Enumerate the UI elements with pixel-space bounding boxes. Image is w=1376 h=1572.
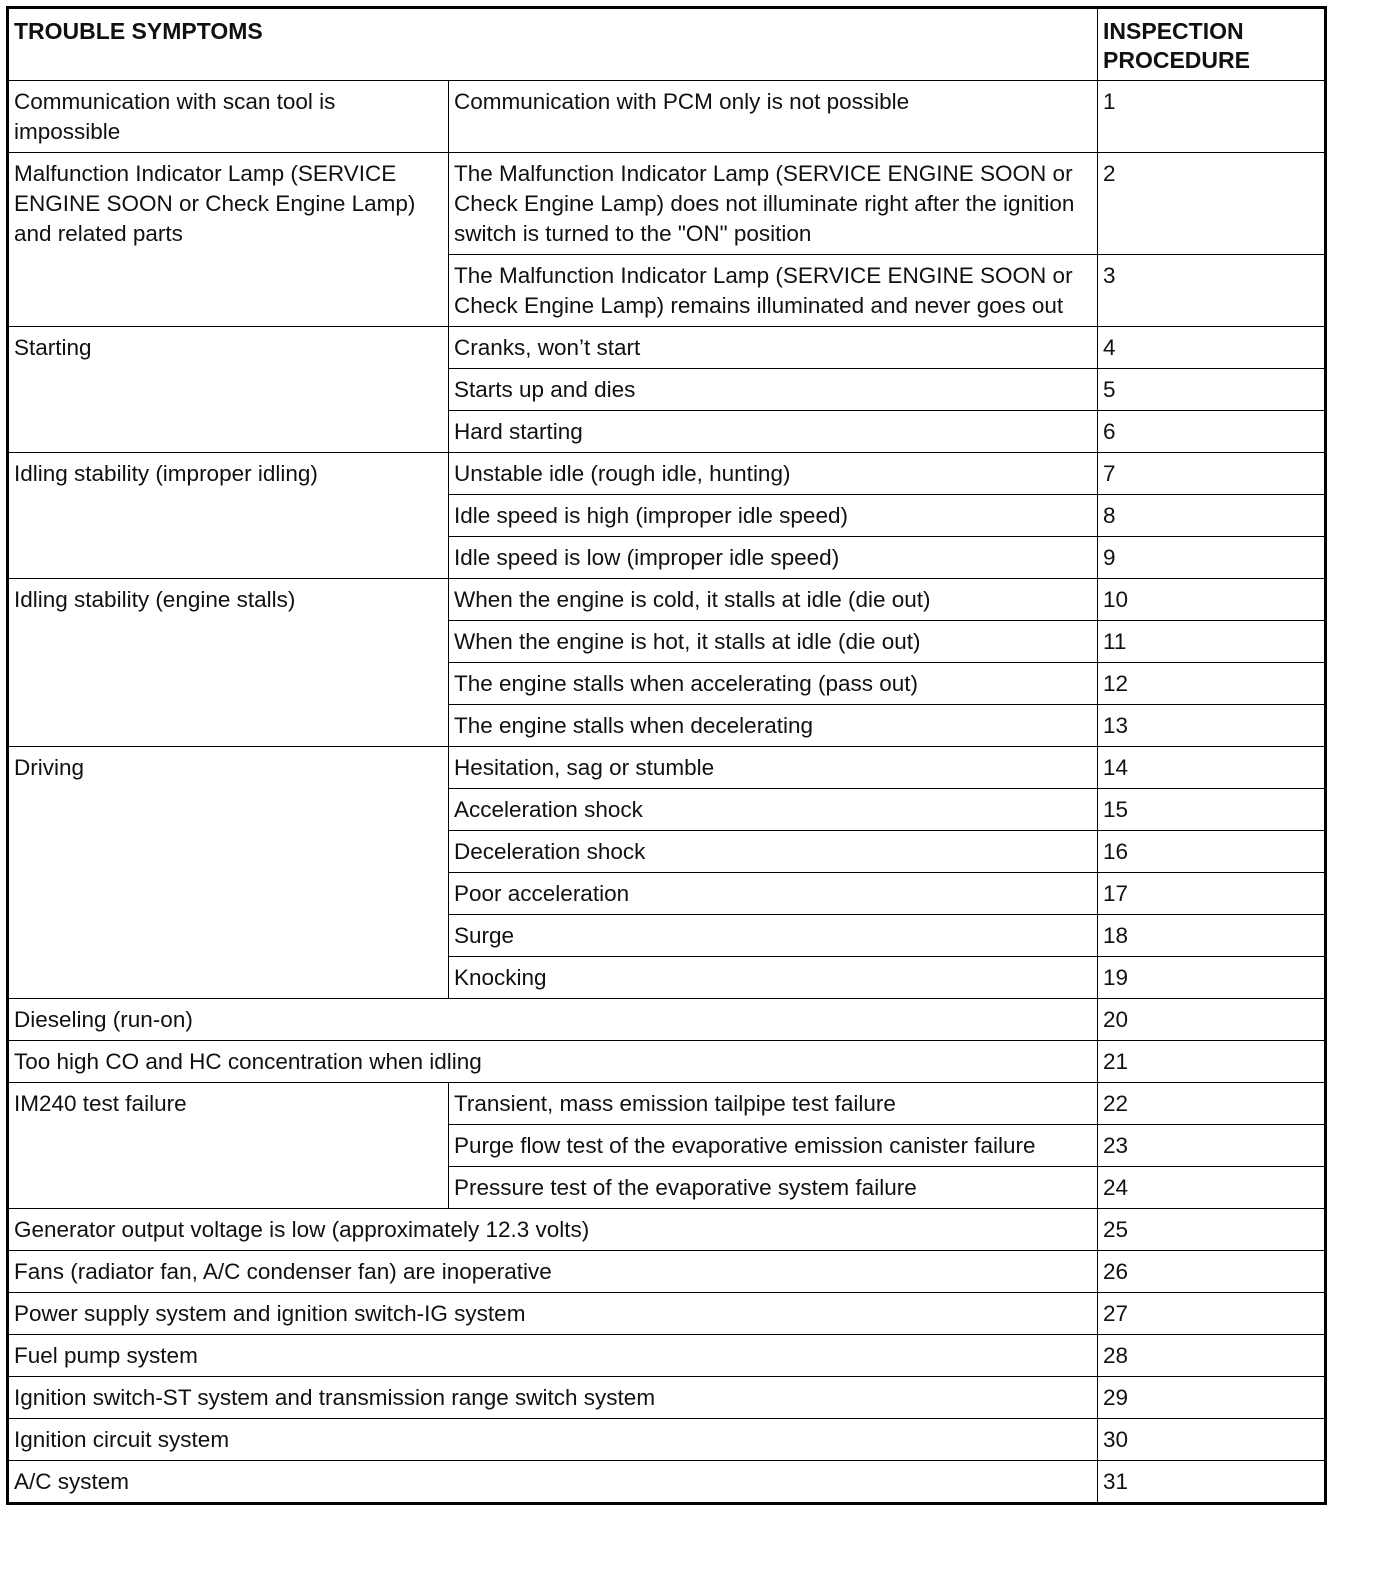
inspection-procedure-number: 31	[1098, 1461, 1326, 1504]
inspection-procedure-number: 29	[1098, 1377, 1326, 1419]
table-row	[8, 1251, 1326, 1293]
table-row	[8, 1041, 1326, 1083]
symptom-category-cell: Generator output voltage is low (approximately 12.3 volts)	[8, 1209, 1098, 1251]
table-row	[8, 81, 1326, 153]
symptom-detail-cell: Cranks, won’t start	[449, 327, 1098, 369]
table-row	[8, 1377, 1326, 1419]
symptom-detail-cell: Unstable idle (rough idle, hunting)	[449, 453, 1098, 495]
table-row	[8, 453, 1326, 495]
symptom-category-cell: Dieseling (run-on)	[8, 999, 1098, 1041]
symptom-category-cell: Communication with scan tool is impossible	[8, 81, 449, 153]
symptom-category-cell: Ignition switch-ST system and transmission range switch system	[8, 1377, 1098, 1419]
table-row	[8, 1293, 1326, 1335]
inspection-procedure-number: 16	[1098, 831, 1326, 873]
symptom-category-cell: IM240 test failure	[8, 1083, 449, 1209]
inspection-procedure-number: 1	[1098, 81, 1326, 153]
symptom-category-cell: Idling stability (engine stalls)	[8, 579, 449, 747]
symptom-detail-cell: Deceleration shock	[449, 831, 1098, 873]
inspection-procedure-number: 7	[1098, 453, 1326, 495]
symptom-detail-cell: Acceleration shock	[449, 789, 1098, 831]
table-row	[8, 327, 1326, 369]
symptom-category-cell: Idling stability (improper idling)	[8, 453, 449, 579]
inspection-procedure-number: 10	[1098, 579, 1326, 621]
symptom-detail-cell: Idle speed is low (improper idle speed)	[449, 537, 1098, 579]
inspection-procedure-header: INSPECTION PROCEDURE	[1098, 8, 1326, 81]
symptom-detail-cell: Pressure test of the evaporative system failure	[449, 1167, 1098, 1209]
symptom-category-cell: A/C system	[8, 1461, 1098, 1504]
symptom-category-cell: Fuel pump system	[8, 1335, 1098, 1377]
inspection-procedure-number: 12	[1098, 663, 1326, 705]
symptom-detail-cell: Starts up and dies	[449, 369, 1098, 411]
symptom-detail-cell: Communication with PCM only is not possible	[449, 81, 1098, 153]
table-row	[8, 1209, 1326, 1251]
inspection-procedure-number: 18	[1098, 915, 1326, 957]
symptom-detail-cell: Poor acceleration	[449, 873, 1098, 915]
inspection-procedure-number: 17	[1098, 873, 1326, 915]
table-row	[8, 153, 1326, 255]
inspection-procedure-number: 3	[1098, 255, 1326, 327]
table-body	[8, 81, 1326, 1504]
table-row	[8, 999, 1326, 1041]
symptom-detail-cell: When the engine is hot, it stalls at idle (die out)	[449, 621, 1098, 663]
inspection-procedure-number: 28	[1098, 1335, 1326, 1377]
inspection-procedure-number: 4	[1098, 327, 1326, 369]
trouble-symptom-chart	[6, 6, 1324, 1505]
table-row	[8, 579, 1326, 621]
inspection-procedure-number: 30	[1098, 1419, 1326, 1461]
inspection-procedure-number: 22	[1098, 1083, 1326, 1125]
table-row	[8, 747, 1326, 789]
symptom-category-cell: Malfunction Indicator Lamp (SERVICE ENGINE SOON or Check Engine Lamp) and related parts	[8, 153, 449, 327]
symptom-detail-cell: Hard starting	[449, 411, 1098, 453]
symptom-detail-cell: The Malfunction Indicator Lamp (SERVICE ENGINE SOON or Check Engine Lamp) does not illuminate right after the ignition switch is turned to the "ON" position	[449, 153, 1098, 255]
symptom-category-cell: Ignition circuit system	[8, 1419, 1098, 1461]
trouble-symptoms-header: TROUBLE SYMPTOMS	[8, 8, 1098, 81]
table-row	[8, 1335, 1326, 1377]
header-row	[8, 8, 1326, 81]
inspection-procedure-number: 21	[1098, 1041, 1326, 1083]
symptom-detail-cell: When the engine is cold, it stalls at idle (die out)	[449, 579, 1098, 621]
inspection-procedure-number: 11	[1098, 621, 1326, 663]
inspection-procedure-number: 23	[1098, 1125, 1326, 1167]
symptom-category-cell: Fans (radiator fan, A/C condenser fan) are inoperative	[8, 1251, 1098, 1293]
table-row	[8, 1419, 1326, 1461]
table-row	[8, 1461, 1326, 1504]
inspection-procedure-number: 8	[1098, 495, 1326, 537]
symptom-detail-cell: Purge flow test of the evaporative emission canister failure	[449, 1125, 1098, 1167]
symptom-category-cell: Too high CO and HC concentration when idling	[8, 1041, 1098, 1083]
inspection-procedure-number: 19	[1098, 957, 1326, 999]
symptom-detail-cell: The engine stalls when accelerating (pass out)	[449, 663, 1098, 705]
inspection-procedure-number: 13	[1098, 705, 1326, 747]
inspection-procedure-number: 2	[1098, 153, 1326, 255]
symptom-detail-cell: Hesitation, sag or stumble	[449, 747, 1098, 789]
symptom-detail-cell: Transient, mass emission tailpipe test failure	[449, 1083, 1098, 1125]
symptom-detail-cell: Idle speed is high (improper idle speed)	[449, 495, 1098, 537]
inspection-procedure-number: 26	[1098, 1251, 1326, 1293]
symptom-detail-cell: The Malfunction Indicator Lamp (SERVICE ENGINE SOON or Check Engine Lamp) remains illuminated and never goes out	[449, 255, 1098, 327]
inspection-procedure-number: 14	[1098, 747, 1326, 789]
inspection-procedure-number: 6	[1098, 411, 1326, 453]
inspection-procedure-number: 24	[1098, 1167, 1326, 1209]
inspection-procedure-number: 15	[1098, 789, 1326, 831]
symptom-detail-cell: Surge	[449, 915, 1098, 957]
symptom-detail-cell: Knocking	[449, 957, 1098, 999]
inspection-procedure-number: 5	[1098, 369, 1326, 411]
trouble-symptom-table	[6, 6, 1327, 1505]
inspection-procedure-number: 27	[1098, 1293, 1326, 1335]
symptom-category-cell: Driving	[8, 747, 449, 999]
inspection-procedure-number: 9	[1098, 537, 1326, 579]
inspection-procedure-number: 20	[1098, 999, 1326, 1041]
table-row	[8, 1083, 1326, 1125]
symptom-category-cell: Power supply system and ignition switch-IG system	[8, 1293, 1098, 1335]
symptom-category-cell: Starting	[8, 327, 449, 453]
symptom-detail-cell: The engine stalls when decelerating	[449, 705, 1098, 747]
inspection-procedure-number: 25	[1098, 1209, 1326, 1251]
